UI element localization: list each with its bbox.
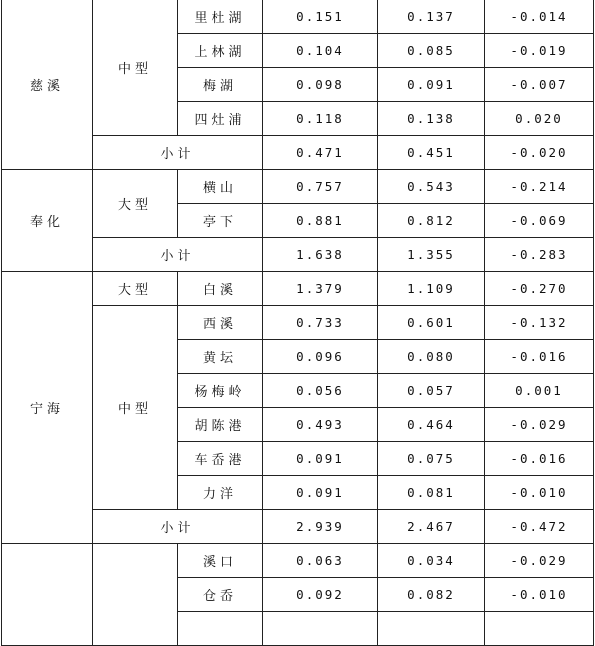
reservoir-name-cell: 仓岙 [178, 578, 263, 612]
value-b-cell: 0.057 [378, 374, 485, 408]
reservoir-table [1, 0, 594, 646]
county-cell: 慈溪 [2, 0, 93, 170]
value-change-cell: -0.069 [485, 204, 594, 238]
value-a-cell: 0.493 [263, 408, 378, 442]
reservoir-name-cell: 上林湖 [178, 34, 263, 68]
county-cell: 奉化 [2, 170, 93, 272]
value-a-cell: 0.056 [263, 374, 378, 408]
value-b-cell: 0.543 [378, 170, 485, 204]
reservoir-name-cell: 四灶浦 [178, 102, 263, 136]
reservoir-name-cell: 力洋 [178, 476, 263, 510]
subtotal-value-b: 2.467 [378, 510, 485, 544]
table-body [2, 0, 594, 646]
reservoir-name-cell: 西溪 [178, 306, 263, 340]
subtotal-value-b: 1.355 [378, 238, 485, 272]
type-cell: 中型 [93, 0, 178, 136]
table-row [2, 544, 594, 578]
subtotal-value-a: 1.638 [263, 238, 378, 272]
value-change-cell: -0.029 [485, 408, 594, 442]
reservoir-name-cell: 溪口 [178, 544, 263, 578]
reservoir-name-cell: 里杜湖 [178, 0, 263, 34]
value-b-cell: 1.109 [378, 272, 485, 306]
value-change-cell: -0.019 [485, 34, 594, 68]
value-a-cell: 0.063 [263, 544, 378, 578]
reservoir-name-cell [178, 612, 263, 646]
reservoir-name-cell: 车岙港 [178, 442, 263, 476]
value-b-cell: 0.138 [378, 102, 485, 136]
reservoir-name-cell: 横山 [178, 170, 263, 204]
type-cell: 大型 [93, 272, 178, 306]
value-change-cell: -0.270 [485, 272, 594, 306]
table-row [2, 0, 594, 34]
value-a-cell: 0.091 [263, 442, 378, 476]
subtotal-label: 小计 [93, 238, 263, 272]
reservoir-name-cell: 杨梅岭 [178, 374, 263, 408]
value-a-cell: 0.733 [263, 306, 378, 340]
value-b-cell: 0.085 [378, 34, 485, 68]
value-a-cell: 0.151 [263, 0, 378, 34]
value-b-cell: 0.075 [378, 442, 485, 476]
value-a-cell: 0.118 [263, 102, 378, 136]
value-b-cell: 0.091 [378, 68, 485, 102]
value-change-cell: -0.029 [485, 544, 594, 578]
subtotal-value-change: -0.472 [485, 510, 594, 544]
value-change-cell: -0.016 [485, 340, 594, 374]
subtotal-value-a: 0.471 [263, 136, 378, 170]
value-change-cell: 0.020 [485, 102, 594, 136]
value-b-cell: 0.081 [378, 476, 485, 510]
reservoir-name-cell: 亭下 [178, 204, 263, 238]
table-row [2, 170, 594, 204]
type-cell: 中型 [93, 306, 178, 510]
value-b-cell: 0.082 [378, 578, 485, 612]
value-a-cell: 1.379 [263, 272, 378, 306]
value-a-cell [263, 612, 378, 646]
value-change-cell: -0.214 [485, 170, 594, 204]
value-change-cell: -0.016 [485, 442, 594, 476]
county-cell: 宁海 [2, 272, 93, 544]
value-change-cell [485, 612, 594, 646]
subtotal-value-a: 2.939 [263, 510, 378, 544]
reservoir-name-cell: 黄坛 [178, 340, 263, 374]
county-cell [2, 544, 93, 646]
value-a-cell: 0.092 [263, 578, 378, 612]
value-b-cell: 0.812 [378, 204, 485, 238]
value-change-cell: -0.010 [485, 476, 594, 510]
value-b-cell: 0.464 [378, 408, 485, 442]
type-cell: 大型 [93, 170, 178, 238]
value-b-cell: 0.034 [378, 544, 485, 578]
reservoir-name-cell: 梅湖 [178, 68, 263, 102]
reservoir-name-cell: 白溪 [178, 272, 263, 306]
value-change-cell: -0.014 [485, 0, 594, 34]
subtotal-label: 小计 [93, 510, 263, 544]
value-a-cell: 0.757 [263, 170, 378, 204]
value-a-cell: 0.091 [263, 476, 378, 510]
subtotal-value-change: -0.283 [485, 238, 594, 272]
subtotal-value-b: 0.451 [378, 136, 485, 170]
type-cell [93, 544, 178, 646]
value-change-cell: 0.001 [485, 374, 594, 408]
table-row [2, 272, 594, 306]
value-b-cell: 0.080 [378, 340, 485, 374]
value-change-cell: -0.007 [485, 68, 594, 102]
value-a-cell: 0.098 [263, 68, 378, 102]
value-change-cell: -0.132 [485, 306, 594, 340]
reservoir-name-cell: 胡陈港 [178, 408, 263, 442]
value-change-cell: -0.010 [485, 578, 594, 612]
value-b-cell: 0.601 [378, 306, 485, 340]
subtotal-value-change: -0.020 [485, 136, 594, 170]
value-a-cell: 0.881 [263, 204, 378, 238]
value-b-cell [378, 612, 485, 646]
value-a-cell: 0.096 [263, 340, 378, 374]
subtotal-label: 小计 [93, 136, 263, 170]
value-b-cell: 0.137 [378, 0, 485, 34]
value-a-cell: 0.104 [263, 34, 378, 68]
